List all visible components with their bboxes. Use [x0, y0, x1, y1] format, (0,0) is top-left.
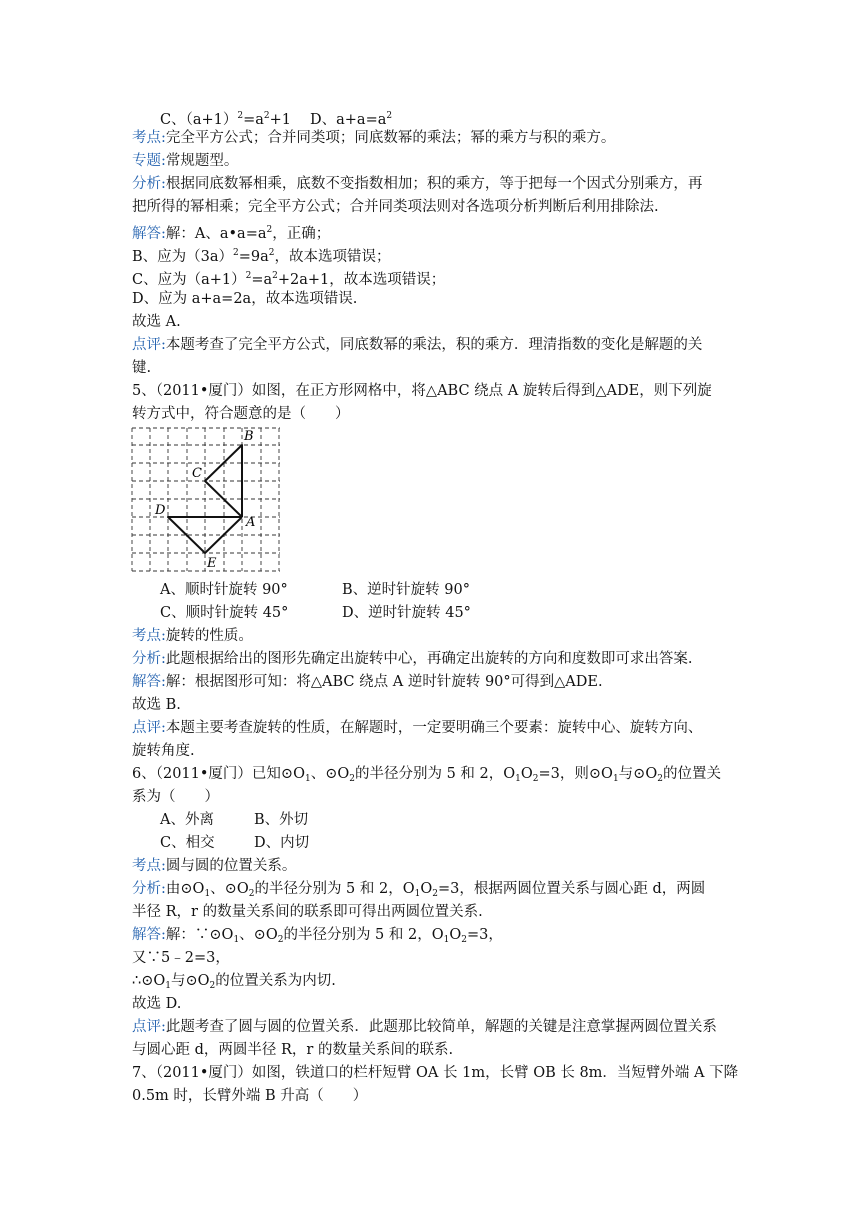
q5-jieda: 解答:解：根据图形可知：将△ABC 绕点 A 逆时针旋转 90°可得到△ADE. [132, 674, 603, 690]
q6-line-3: $\therefore⊙O_1$与$⊙O_2$的位置关系为内切. [132, 973, 336, 991]
q6-stem-2: 系为（ ） [132, 789, 219, 805]
q4-answer: 故选 A. [132, 314, 181, 330]
q7-stem-2: 0.5m 时，长臂外端 B 升高（ ） [132, 1088, 368, 1104]
q6-kaodian: 考点:圆与圆的位置关系。 [132, 858, 297, 874]
q6-fenxi-1: 分析:由$⊙O_1$、$⊙O_2$的半径分别为 5 和 2，$O_1O_2=3$，根据两圆位置关系与圆心距 d，两圆 [132, 881, 706, 899]
q5-option-c: C、顺时针旋转 45° [160, 605, 289, 621]
q4-kaodian: 考点:完全平方公式；合并同类项；同底数幂的乘法；幂的乘方与积的乘方。 [132, 130, 616, 146]
q6-line-2: 又∵5﹣2=3， [132, 950, 230, 966]
q5-dianping-1: 点评:本题主要考查旋转的性质，在解题时，一定要明确三个要素：旋转中心、旋转方向、 [132, 720, 703, 736]
q4-dianping-2: 键. [132, 360, 152, 376]
q5-fenxi: 分析:此题根据给出的图形先确定出旋转中心，再确定出旋转的方向和度数即可求出答案. [132, 651, 693, 667]
q5-kaodian: 考点:旋转的性质。 [132, 628, 253, 644]
q5-grid-figure [130, 426, 282, 574]
q4-dianping-1: 点评:本题考查了完全平方公式，同底数幂的乘法，积的乘方．理清指数的变化是解题的关 [132, 337, 703, 353]
q6-option-d: D、内切 [254, 835, 310, 851]
point-label-d: D [155, 503, 166, 518]
q7-stem-1: 7、（2011•厦门）如图，铁道口的栏杆短臂 OA 长 1m，长臂 OB 长 8m．当短臂外端 A 下降 [132, 1065, 739, 1081]
q6-option-c: C、相交 [160, 835, 215, 851]
q4-zhuanti: 专题:常规题型。 [132, 153, 239, 169]
q4-jieda-d: D、应为 a+a=2a，故本选项错误. [132, 291, 358, 307]
q6-options-cd [160, 832, 760, 854]
point-label-c: C [192, 466, 202, 481]
q6-options-ab [160, 809, 760, 831]
q5-dianping-2: 旋转角度. [132, 743, 195, 759]
q4-fenxi-2: 把所得的幂相乘；完全平方公式；合并同类项法则对各选项分析判断后利用排除法. [132, 199, 659, 215]
q4-jieda: 解答:解：A、$a•a=a^2$，正确； [132, 225, 331, 242]
q6-fenxi-2: 半径 R，r 的数量关系间的联系即可得出两圆位置关系. [132, 904, 483, 920]
q5-option-a: A、顺时针旋转 90° [160, 582, 288, 598]
grid-lines [132, 428, 280, 571]
q6-dianping-2: 与圆心距 d，两圆半径 R，r 的数量关系间的联系. [132, 1042, 454, 1058]
q6-option-b: B、外切 [254, 812, 309, 828]
point-label-a: A [246, 515, 256, 530]
q6-option-a: A、外离 [160, 812, 214, 828]
q4-fenxi-1: 分析:根据同底数幂相乘，底数不变指数相加；积的乘方，等于把每一个因式分别乘方，再 [132, 176, 703, 192]
q6-answer: 故选 D. [132, 996, 182, 1012]
q5-answer: 故选 B. [132, 697, 181, 713]
point-label-b: B [244, 429, 254, 444]
q6-dianping-1: 点评:此题考查了圆与圆的位置关系．此题那比较简单，解题的关键是注意掌握两圆位置关系 [132, 1019, 717, 1035]
q5-stem-1: 5、（2011•厦门）如图，在正方形网格中，将△ABC 绕点 A 旋转后得到△ADE，则下列旋 [132, 383, 712, 399]
point-label-e: E [207, 556, 217, 571]
q5-options-cd [160, 602, 760, 624]
q5-option-b: B、逆时针旋转 90° [342, 582, 470, 598]
q5-option-d: D、逆时针旋转 45° [342, 605, 471, 621]
q6-stem-1: 6、（2011•厦门）已知$⊙O_1$、$⊙O_2$的半径分别为 5 和 2，$O_1O_2=3$，则$⊙O_1$与$⊙O_2$的位置关 [132, 766, 721, 784]
q4-jieda-c: C、应为$(a+1)^2=a^2+2a+1$，故本选项错误； [132, 271, 446, 288]
q4-jieda-b: B、应为$(3a)^2=9a^2$，故本选项错误； [132, 248, 391, 265]
q5-stem-2: 转方式中，符合题意的是（ ） [132, 406, 350, 422]
q5-options-ab [160, 579, 760, 601]
q4-option-d: D、$a+a=a^2$ [310, 111, 393, 128]
q4-option-c: C、$(a+1)^2=a^2+1$ [160, 111, 292, 128]
q6-jieda: 解答:解：$\because⊙O_1$、$⊙O_2$的半径分别为 5 和 2，$O_1O_2=3$， [132, 927, 503, 945]
